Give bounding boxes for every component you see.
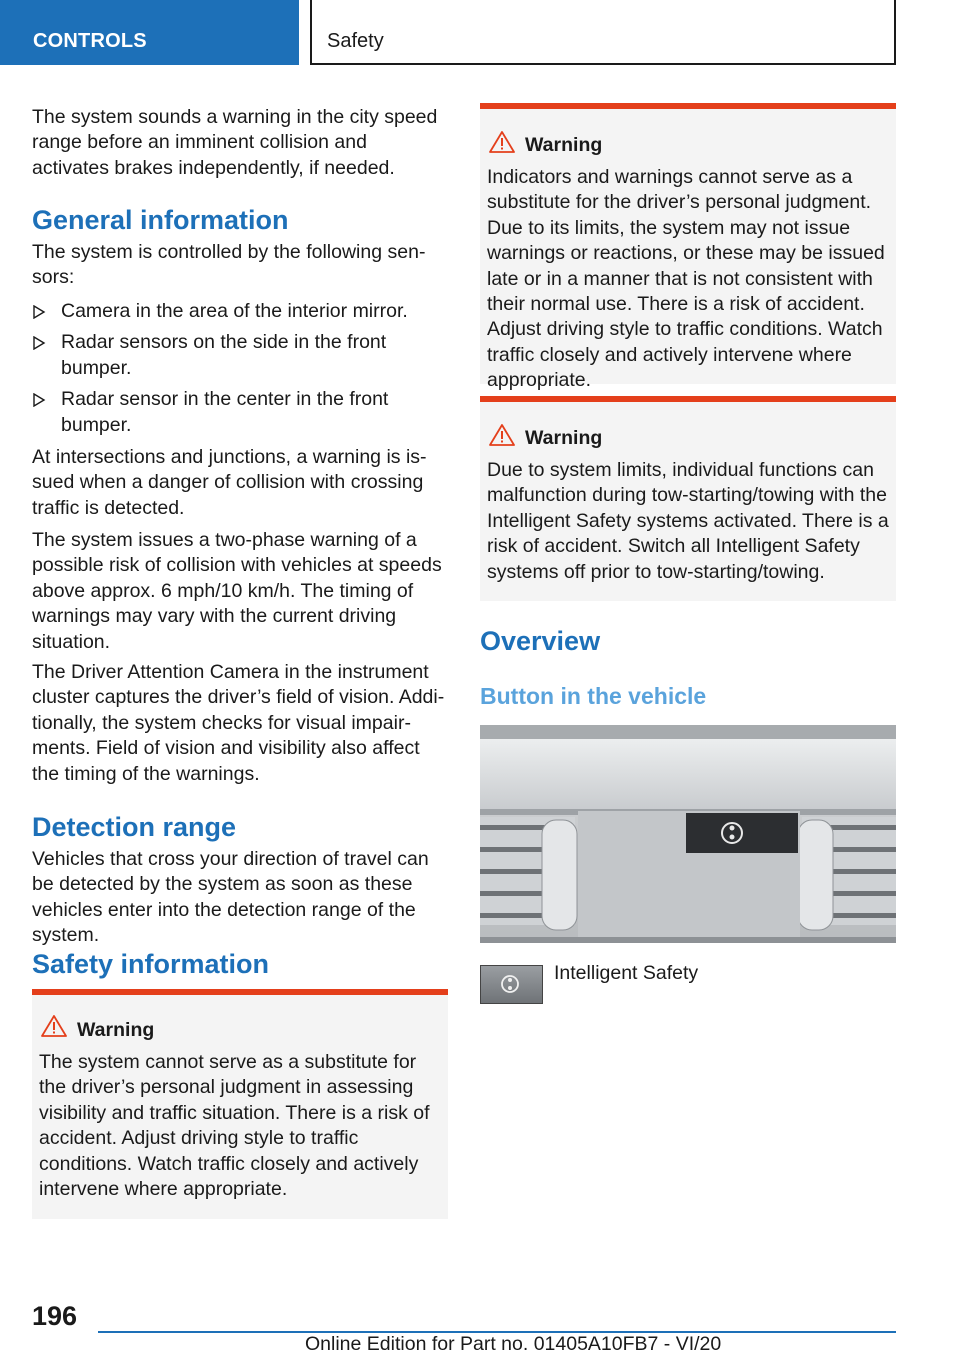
button-caption: Intelligent Safety xyxy=(554,962,699,984)
list-item xyxy=(32,299,448,324)
general-information-heading: General information xyxy=(32,205,289,235)
warning-triangle-icon xyxy=(41,1015,67,1042)
header-section-label: CONTROLS xyxy=(33,30,147,52)
intelligent-safety-icon xyxy=(481,966,542,1003)
list-item xyxy=(32,330,448,381)
list-item-text: Radar sensors on the side in the front bumper. xyxy=(61,331,387,379)
detection-range-heading: Detection range xyxy=(32,812,237,842)
page-number: 196 xyxy=(32,1301,78,1331)
overview-heading: Overview xyxy=(480,626,601,656)
warning-triangle-icon xyxy=(489,424,515,451)
two-phase-paragraph: The system issues a two-phase warning of a possible risk of collision with vehicles at speeds above approx. 6 mph/10 km/h. The timing of warnings may vary with the current driving situation. xyxy=(32,529,442,653)
intro-paragraph: The system sounds a warning in the city speed range before an imminent collision and activates brakes independently, if needed. xyxy=(32,106,438,179)
safety-information-heading: Safety information xyxy=(32,949,270,979)
list-item-text: Radar sensor in the center in the front bumper. xyxy=(61,388,389,436)
sensor-list xyxy=(32,299,448,444)
warning-title: Warning xyxy=(525,427,603,449)
intelligent-safety-button-thumbnail xyxy=(480,965,543,1004)
warning-text: The system cannot serve as a substitute for the driver’s personal judgment in assessing visibility and traffic situation. There is a risk of accident. Adjust driving style to traffic conditions. Watch traffic closely and actively intervene where appropriate. xyxy=(39,1051,430,1201)
vehicle-button-photo xyxy=(480,725,896,943)
warning-box xyxy=(480,103,896,392)
header-topic-label: Safety xyxy=(327,30,384,52)
warning-triangle-icon xyxy=(489,131,515,158)
warning-title: Warning xyxy=(525,134,603,156)
warning-text: Indicators and warnings cannot serve as a substitute for the driver’s personal judgment. Due to its limits, the system may not issue warnings or reactions, or these may be issued late or in a manner that is not consistent with their normal use. There is a risk of accident. Adjust driving style to traffic conditions. Watch traffic closely and actively intervene where appropriate. xyxy=(487,166,885,392)
button-in-vehicle-heading: Button in the vehicle xyxy=(480,683,707,709)
header-topic-box xyxy=(310,0,896,65)
list-item xyxy=(32,387,448,438)
list-item-text: Camera in the area of the interior mirror. xyxy=(61,300,408,322)
warning-text: Due to system limits, individual functions can malfunction during tow-starting/towing with the Intelligent Safety systems activated. There is a risk of accident. Switch all Intelligent Safety systems off prior to tow-starting/towing. xyxy=(487,459,889,583)
header-section-tab xyxy=(0,0,299,65)
warning-title: Warning xyxy=(77,1019,155,1041)
attention-camera-paragraph: The Driver Attention Camera in the instrument cluster captures the driver’s field of vision. Additionally, the system checks for visual impairments. Field of vision and visibility also affect the timing of the warnings. xyxy=(32,661,445,785)
intersection-paragraph: At intersections and junctions, a warning is issued when a danger of collision with crossing traffic is detected. xyxy=(32,446,427,519)
warning-box xyxy=(32,989,448,1219)
footer-edition: Online Edition for Part no. 01405A10FB7 - VI/20 xyxy=(305,1333,722,1355)
warning-box xyxy=(480,396,896,601)
detection-range-text: Vehicles that cross your direction of travel can be detected by the system as soon as these vehicles enter into the detection range of the system. xyxy=(32,848,429,947)
general-information-text: The system is controlled by the following sensors: xyxy=(32,241,426,289)
